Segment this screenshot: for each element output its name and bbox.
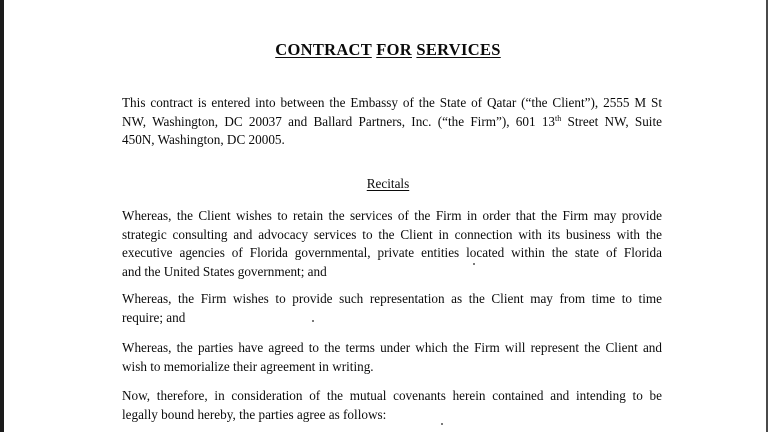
intro-line-2 [122,113,662,132]
scan-speck [312,320,314,322]
whereas-paragraph-2 [122,290,662,327]
intro-line-3: 450N, Washington, DC 20005. [122,132,285,147]
whereas3-line-2: wish to memorialize their agreement in writing. [122,358,374,374]
now-therefore-paragraph [122,387,662,424]
document-title [0,40,768,60]
whereas1-line-2: strategic consulting and advocacy services to the Client in connection with its business with the [122,226,662,242]
ordinal-suffix: th [555,113,562,123]
now-therefore-line-2: legally bound hereby, the parties agree as follows: [122,406,387,422]
title-word-contract: CONTRACT [275,40,372,59]
whereas1-line-3: executive agencies of Florida governmental, private entities located within the state of Florida [122,245,662,260]
now-therefore-line-1: Now, therefore, in consideration of the mutual covenants herein contained and intending to be [122,388,662,403]
whereas1-line-1: Whereas, the Client wishes to retain the services of the Firm in order that the Firm may provide [122,208,662,223]
whereas-paragraph-1 [122,207,662,281]
title-word-for: FOR [376,40,412,59]
scan-speck [441,423,443,425]
whereas1-line-4: and the United States government; and [122,263,327,279]
intro-line-1: This contract is entered into between the Embassy of the State of Qatar (“the Client”), 2555 M St [122,95,662,110]
recitals-heading: Recitals [366,176,410,191]
whereas-paragraph-3 [122,339,662,376]
title-word-services: SERVICES [416,40,501,59]
scan-speck [473,263,475,265]
whereas2-line-1: Whereas, the Firm wishes to provide such representation as the Client may from time to time [122,291,662,306]
intro-line-2-end: Street NW, Suite [561,113,662,129]
whereas2-line-2: require; and [122,309,186,325]
whereas3-line-1: Whereas, the parties have agreed to the terms under which the Firm will represent the Client and [122,340,662,355]
intro-line-2-start: NW, Washington, DC 20037 and Ballard Partners, Inc. (“the Firm”), 601 13 [122,113,556,129]
intro-paragraph [122,94,662,150]
